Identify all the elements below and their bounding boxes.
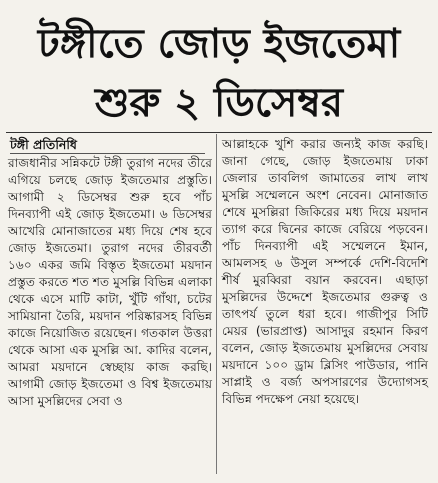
paragraph: রাজধানীর সন্নিকটে টঙ্গী তুরাগ নদের তীরে এগিয়ে চলছে জোড় ইজতেমার প্রস্তুতি। আগামী ২ ডিসেম্বর শুরু হবে পাঁচ দিনব্যাপী এই জোড় ইজতেমা। ৬ ডিসেম্বর আখেরি মোনাজাতের মধ্য দিয়ে শেষ হবে জোড় ইজতেমা। তুরাগ নদের তীরবর্তী ১৬০ একর জমি বিস্তৃত ইজতেমা ময়দান প্রস্তুত করতে শত শত মুসল্লি বিভিন্ন এলাকা থেকে এসে মাটি কাটা, খুঁটি গাঁথা, চটের সামিয়ানা তৈরি, ময়দান পরিষ্কারসহ বিভিন্ন কাজে নিয়োজিত রয়েছেন। গতকাল উত্তরা থেকে আসা এক মুসল্লি আ. কাদির বলেন, আমরা ময়দানে স্বেচ্ছায় কাজ করছি। আগামী জোড় ইজতেমা ও বিশ্ব ইজতেমায় আসা মুসল্লিদের সেবা ও — [8, 156, 212, 408]
headline-divider — [6, 132, 432, 133]
paragraph: আল্লাহকে খুশি করার জন্যই কাজ করছি। জানা গেছে, জোড় ইজতেমায় ঢাকা জেলার তাবলিগ জামাতের লাখ লাখ মুসল্লি সম্মেলনে অংশ নেবেন। মোনাজাত শেষে মুসল্লিরা জিকিরের মধ্য দিয়ে ময়দান ত্যাগ করে দ্বিনের কাজে বেরিয়ে পড়বেন। পাঁচ দিনব্যাপী এই সম্মেলনে ইমান, আমলসহ ৬ উসুল সম্পর্কে দেশি-বিদেশি শীর্ষ মুরব্বিরা বয়ান করবেন। এছাড়া মুসল্লিদের উদ্দেশে ইজতেমার গুরুত্ব ও তাৎপর্য তুলে ধরা হবে। গাজীপুর সিটি মেয়র (ভারপ্রাপ্ত) আসাদুর রহমান কিরণ বলেন, জোড় ইজতেমায় মুসল্লিদের সেবায় ময়দানে ১০০ ড্রাম ব্লিসিং পাউডার, পানি সাপ্লাই ও বর্জ্য অপসারণের উদ্যোগসহ বিভিন্ন পদক্ষেপ নেয়া হয়েছে। — [222, 137, 428, 406]
byline-underline — [10, 153, 205, 154]
column-divider — [216, 134, 217, 474]
byline: টঙ্গী প্রতিনিধি — [10, 137, 77, 152]
article-column-right — [222, 136, 428, 408]
headline-line-2: শুরু ২ ডিসেম্বর — [95, 80, 343, 126]
headline-line-1: টঙ্গীতে জোড় ইজতেমা — [37, 21, 401, 67]
article-column-left — [8, 155, 212, 410]
